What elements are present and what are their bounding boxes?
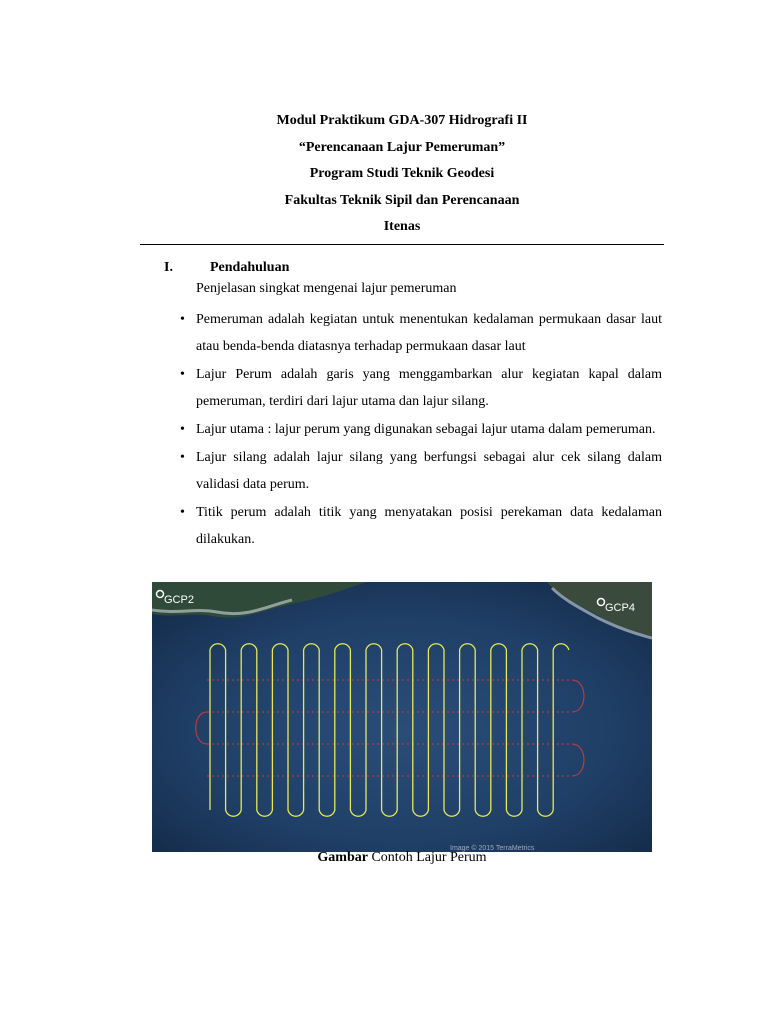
header-program: Program Studi Teknik Geodesi	[309, 166, 495, 181]
bullet-icon: •	[180, 367, 185, 382]
list-item	[178, 416, 662, 443]
header-faculty: Fakultas Teknik Sipil dan Perencanaan	[284, 192, 520, 208]
list-item	[178, 361, 662, 415]
sea-background	[152, 582, 652, 852]
section-number: I.	[164, 260, 173, 275]
list-item-text: Lajur silang adalah lajur silang yang berfungsi sebagai alur cek silang dalam validasi data perum.	[196, 450, 662, 492]
list-item	[178, 444, 662, 498]
list-item-text: Lajur Perum adalah garis yang menggambarkan alur kegiatan kapal dalam pemeruman, terdiri dari lajur utama dan lajur silang.	[196, 367, 662, 409]
section-title: Pendahuluan	[210, 260, 290, 275]
list-item-text: Lajur utama : lajur perum yang digunakan sebagai lajur utama dalam pemeruman.	[196, 422, 656, 437]
header-title: Modul Praktikum GDA-307 Hidrografi II	[276, 113, 528, 128]
header-subtitle: “Perencanaan Lajur Pemeruman”	[298, 139, 506, 155]
bullet-icon: •	[180, 505, 185, 520]
caption-text: Contoh Lajur Perum	[371, 850, 487, 865]
bullet-icon: •	[180, 312, 185, 327]
section-intro: Penjelasan singkat mengenai lajur pemeruman	[196, 281, 457, 296]
bullet-list	[178, 306, 662, 554]
image-watermark: Image © 2015 TerraMetrics	[450, 845, 535, 852]
marker-label: GCP4	[605, 602, 635, 614]
header-divider	[140, 244, 664, 245]
figure-caption	[152, 850, 652, 866]
list-item	[178, 306, 662, 360]
caption-label: Gambar	[317, 850, 368, 865]
survey-lane-map	[152, 582, 652, 852]
header-institution: Itenas	[383, 219, 421, 234]
document-header	[140, 108, 664, 241]
bullet-icon: •	[180, 450, 185, 465]
survey-lane-image	[152, 582, 652, 852]
bullet-icon: •	[180, 422, 185, 437]
list-item-text: Titik perum adalah titik yang menyatakan posisi perekaman data kedalaman dilakukan.	[196, 505, 662, 547]
list-item-text: Pemeruman adalah kegiatan untuk menentukan kedalaman permukaan dasar laut atau benda-benda diatasnya terhadap permukaan dasar laut	[196, 312, 662, 354]
list-item	[178, 499, 662, 553]
marker-label: GCP2	[164, 594, 194, 606]
